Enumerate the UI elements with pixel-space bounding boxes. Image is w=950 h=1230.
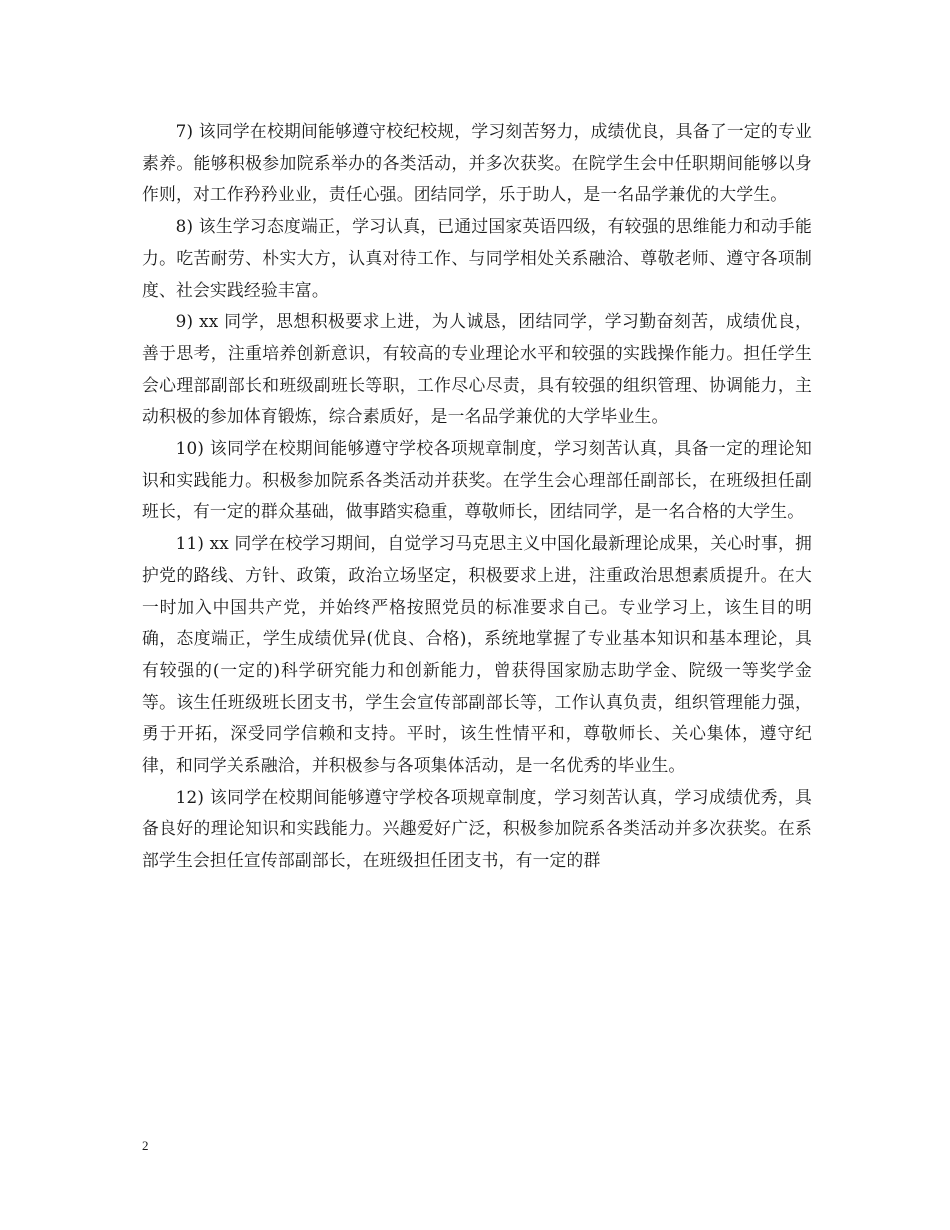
paragraph-7: 7) 该同学在校期间能够遵守校纪校规，学习刻苦努力，成绩优良，具备了一定的专业素养。能够积极参加院系举办的各类活动，并多次获奖。在院学生会中任职期间能够以身作则，对工作矜矜业业，责任心强。团结同学，乐于助人，是一名品学兼优的大学生。 [142, 121, 812, 205]
paragraph-9: 9) xx 同学，思想积极要求上进，为人诚恳，团结同学，学习勤奋刻苦，成绩优良，善于思考，注重培养创新意识，有较高的专业理论水平和较强的实践操作能力。担任学生会心理部副部长和班级副班长等职，工作尽心尽责，具有较强的组织管理、协调能力，主动积极的参加体育锻炼，综合素质好，是一名品学兼优的大学毕业生。 [142, 311, 812, 427]
paragraph-8: 8) 该生学习态度端正，学习认真，已通过国家英语四级，有较强的思维能力和动手能力。吃苦耐劳、朴实大方，认真对待工作、与同学相处关系融洽、尊敬老师、遵守各项制度、社会实践经验丰富。 [142, 216, 812, 300]
paragraph-11: 11) xx 同学在校学习期间，自觉学习马克思主义中国化最新理论成果，关心时事，拥护党的路线、方针、政策，政治立场坚定，积极要求上进，注重政治思想素质提升。在大一时加入中国共产党，并始终严格按照党员的标准要求自己。专业学习上，该生目的明确，态度端正，学生成绩优异(优良、合格)，系统地掌握了专业基本知识和基本理论，具有较强的(一定的)科学研究能力和创新能力，曾获得国家励志助学金、院级一等奖学金等。该生任班级班长团支书，学生会宣传部副部长等，工作认真负责，组织管理能力强，勇于开拓，深受同学信赖和支持。平时，该生性情平和，尊敬师长、关心集体，遵守纪律，和同学关系融洽，并积极参与各项集体活动，是一名优秀的毕业生。 [142, 533, 812, 776]
paragraph-10: 10) 该同学在校期间能够遵守学校各项规章制度，学习刻苦认真，具备一定的理论知识和实践能力。积极参加院系各类活动并获奖。在学生会心理部任副部长，在班级担任副班长，有一定的群众基础，做事踏实稳重，尊敬师长，团结同学，是一名合格的大学生。 [142, 438, 812, 522]
page-number: 2 [142, 1138, 149, 1153]
document-body [142, 116, 812, 877]
paragraph-12: 12) 该同学在校期间能够遵守学校各项规章制度，学习刻苦认真，学习成绩优秀，具备良好的理论知识和实践能力。兴趣爱好广泛，积极参加院系各类活动并多次获奖。在系部学生会担任宣传部副部长，在班级担任团支书，有一定的群 [142, 786, 812, 871]
